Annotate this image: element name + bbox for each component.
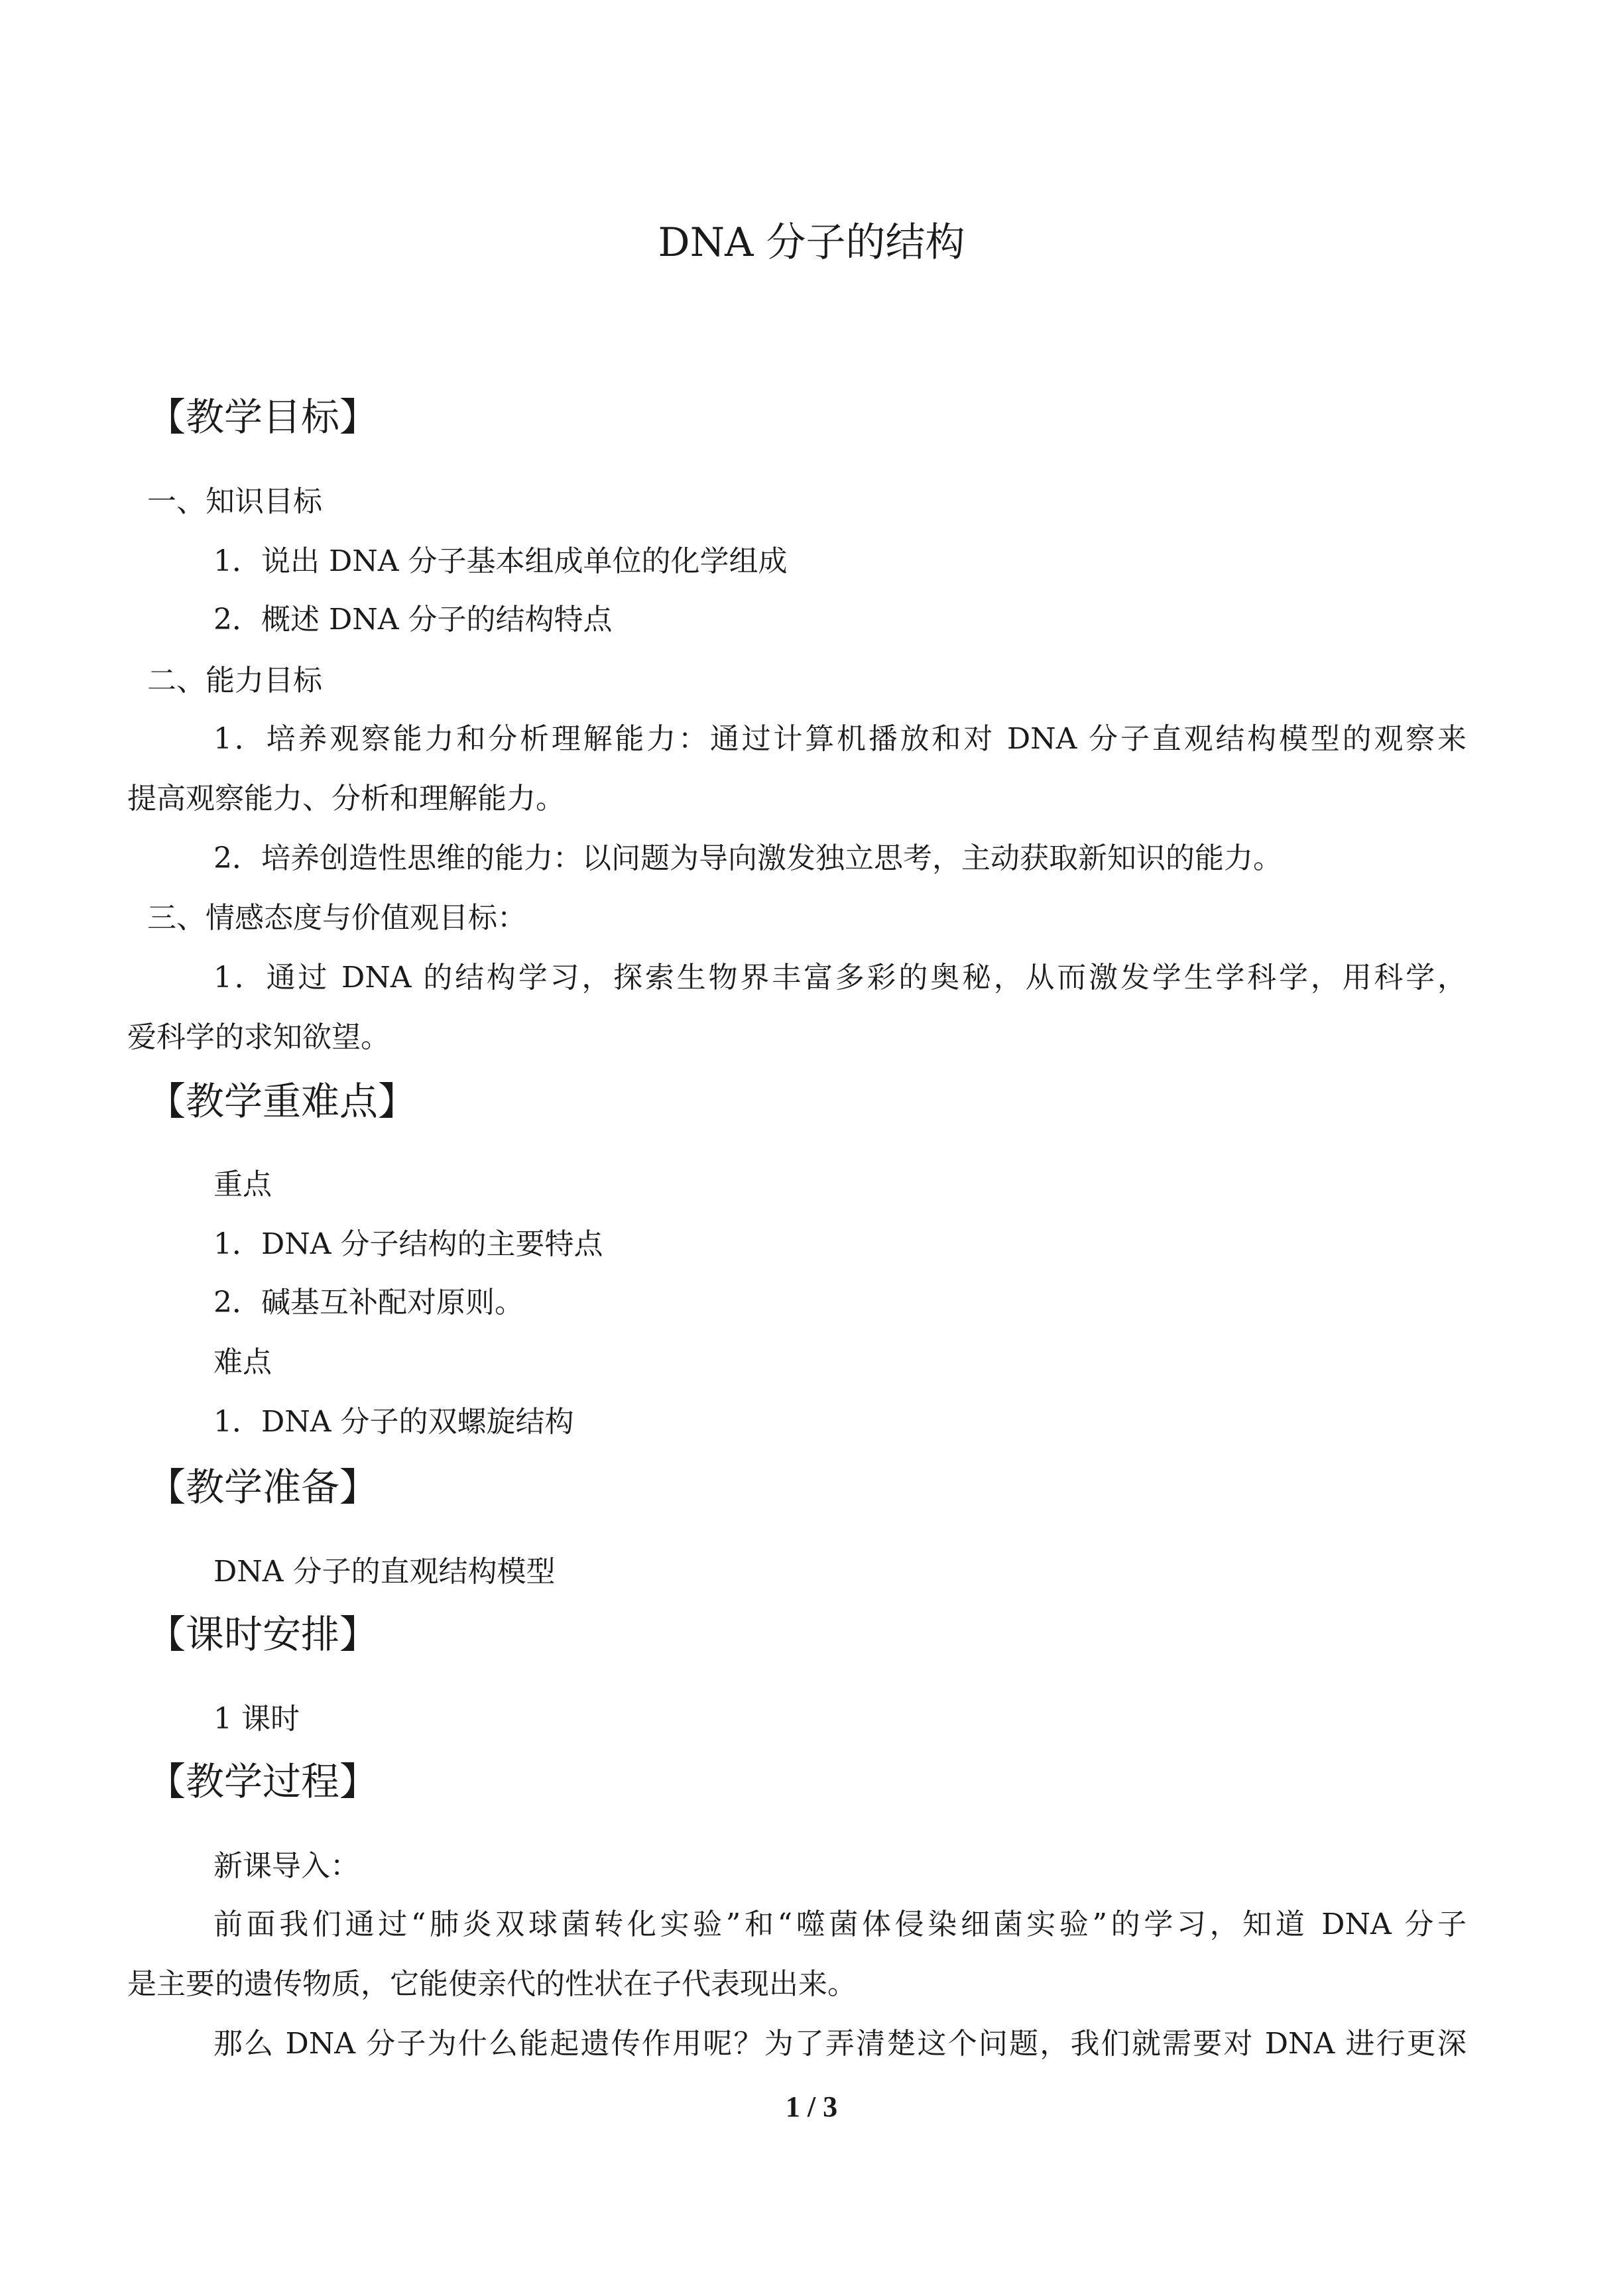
knowledge-objective-2: 2．概述 DNA 分子的结构特点 [213, 603, 613, 636]
knowledge-objective-1: 1．说出 DNA 分子基本组成单位的化学组成 [213, 544, 788, 578]
page-number: 1 / 3 [785, 2090, 838, 2123]
ability-objective-1-line-2: 提高观察能力、分析和理解能力。 [127, 782, 565, 816]
document-title: DNA 分子的结构 [658, 219, 965, 266]
emotion-objectives-heading: 三、情感态度与价值观目标： [147, 901, 526, 935]
ability-objective-2: 2．培养创造性思维的能力：以问题为导向激发独立思考，主动获取新知识的能力。 [213, 841, 1282, 875]
intro-label: 新课导入： [213, 1849, 359, 1883]
emotion-objective-1-line-2: 爱科学的求知欲望。 [127, 1020, 390, 1054]
section-heading-key-points: 【教学重难点】 [147, 1079, 417, 1124]
schedule-item: 1 课时 [213, 1702, 300, 1736]
preparation-item: DNA 分子的直观结构模型 [213, 1555, 556, 1589]
key-points-label: 重点 [213, 1168, 272, 1201]
key-point-2: 2．碱基互补配对原则。 [213, 1286, 524, 1319]
process-paragraph-2-line-1: 那么 DNA 分子为什么能起遗传作用呢？为了弄清楚这个问题，我们就需要对 DNA 进行更深 [213, 2027, 1467, 2061]
difficult-point-1: 1．DNA 分子的双螺旋结构 [213, 1405, 574, 1439]
ability-objective-1-line-1: 1．培养观察能力和分析理解能力：通过计算机播放和对 DNA 分子直观结构模型的观察来 [213, 722, 1467, 756]
section-heading-preparation: 【教学准备】 [147, 1465, 379, 1510]
section-heading-objectives: 【教学目标】 [147, 394, 379, 440]
section-heading-process: 【教学过程】 [147, 1759, 379, 1804]
key-point-1: 1．DNA 分子结构的主要特点 [213, 1227, 603, 1261]
process-paragraph-1-line-2: 是主要的遗传物质，它能使亲代的性状在子代表现出来。 [127, 1967, 857, 2001]
ability-objectives-heading: 二、能力目标 [147, 664, 322, 697]
knowledge-objectives-heading: 一、知识目标 [147, 485, 322, 518]
emotion-objective-1-line-1: 1．通过 DNA 的结构学习，探索生物界丰富多彩的奥秘，从而激发学生学科学，用科学， [213, 961, 1467, 995]
section-heading-schedule: 【课时安排】 [147, 1612, 379, 1657]
difficult-points-label: 难点 [213, 1345, 272, 1379]
process-paragraph-1-line-1: 前面我们通过“肺炎双球菌转化实验”和“噬菌体侵染细菌实验”的学习，知道 DNA 分子 [213, 1907, 1467, 1941]
